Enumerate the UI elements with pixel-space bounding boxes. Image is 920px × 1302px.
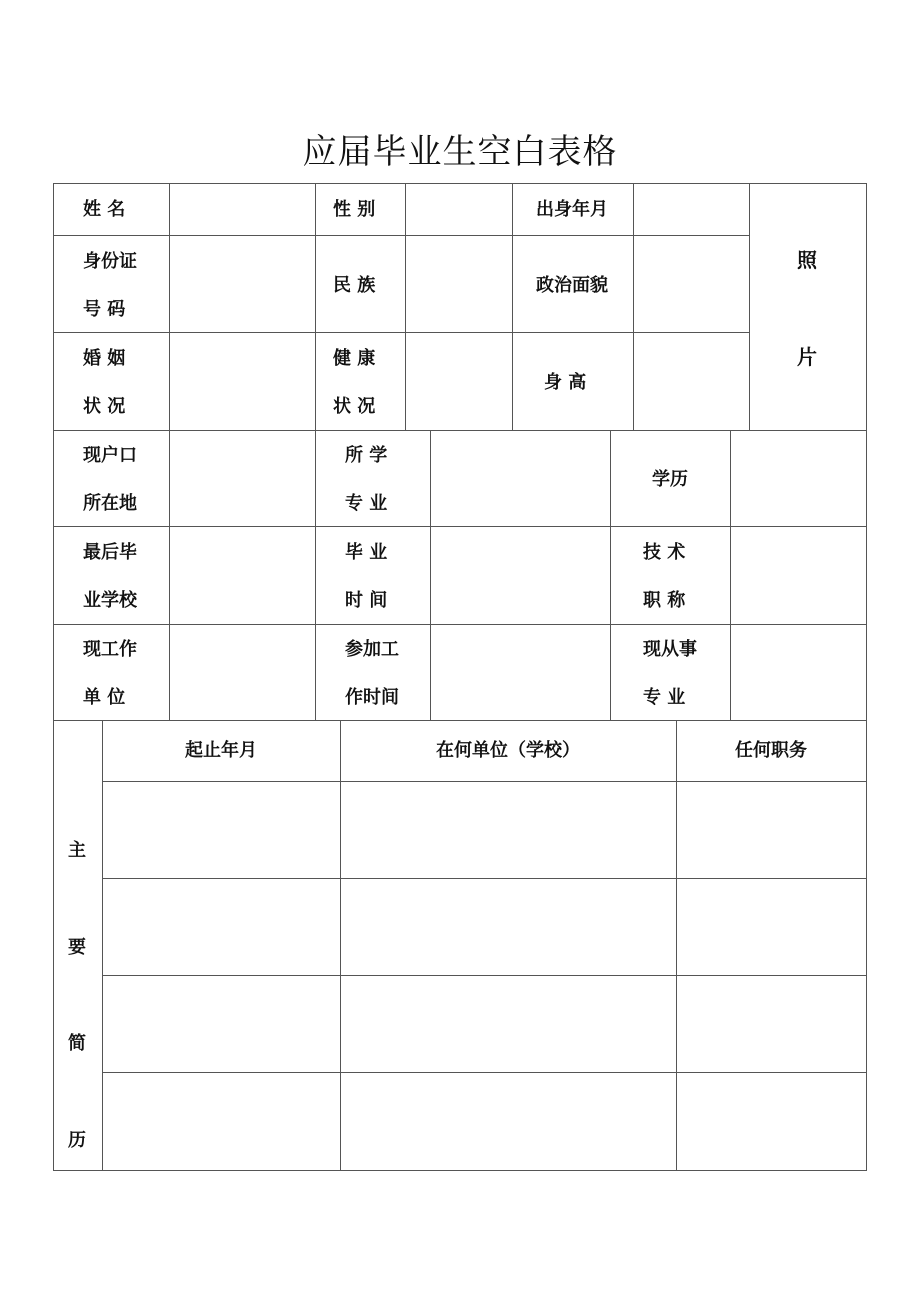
resume-cell[interactable] xyxy=(678,1074,864,1168)
label-major-2: 专 业 xyxy=(345,493,388,514)
label-currentfield-2: 专 业 xyxy=(643,687,686,708)
table-border-right xyxy=(866,183,867,1171)
row-divider xyxy=(102,781,867,782)
col-divider xyxy=(340,720,341,1171)
label-major-1: 所 学 xyxy=(345,445,388,466)
label-id-2: 号 码 xyxy=(83,299,126,320)
label-name: 姓 名 xyxy=(83,199,126,220)
resume-cell[interactable] xyxy=(678,880,864,974)
resume-cell[interactable] xyxy=(104,880,338,974)
label-birth: 出身年月 xyxy=(536,199,608,220)
label-health-2: 状 况 xyxy=(333,396,376,417)
resume-header-organization: 在何单位（学校） xyxy=(436,740,580,761)
resume-side-char: 要 xyxy=(68,937,86,958)
col-divider xyxy=(405,183,406,430)
col-divider xyxy=(730,430,731,720)
row-divider xyxy=(53,624,867,625)
resume-header-period: 起止年月 xyxy=(185,740,257,761)
col-divider xyxy=(169,183,170,721)
label-techtitle-1: 技 术 xyxy=(643,542,686,563)
resume-cell[interactable] xyxy=(104,977,338,1071)
col-divider xyxy=(315,183,316,721)
label-workstart-2: 作时间 xyxy=(345,687,399,708)
row-divider xyxy=(53,430,867,431)
resume-cell[interactable] xyxy=(104,783,338,877)
label-gradtime-2: 时 间 xyxy=(345,590,388,611)
label-political: 政治面貌 xyxy=(536,275,608,296)
resume-side-char: 主 xyxy=(68,840,86,861)
label-hukou-1: 现户口 xyxy=(83,445,137,466)
row-divider xyxy=(102,878,867,879)
col-divider xyxy=(676,720,677,1171)
label-height: 身 高 xyxy=(544,372,587,393)
row-divider xyxy=(102,1072,867,1073)
resume-cell[interactable] xyxy=(678,783,864,877)
label-workstart-1: 参加工 xyxy=(345,639,399,660)
label-techtitle-2: 职 称 xyxy=(643,590,686,611)
label-employer-2: 单 位 xyxy=(83,687,126,708)
row-divider xyxy=(53,720,867,721)
col-divider xyxy=(512,183,513,430)
row-divider xyxy=(102,975,867,976)
resume-cell[interactable] xyxy=(678,977,864,1071)
col-divider xyxy=(610,430,611,720)
col-divider xyxy=(102,720,103,1171)
resume-header-position: 任何职务 xyxy=(735,740,807,761)
table-border-bottom xyxy=(53,1170,867,1171)
label-gradtime-1: 毕 业 xyxy=(345,542,388,563)
resume-cell[interactable] xyxy=(104,1074,338,1168)
photo-label-1: 照 xyxy=(797,248,817,272)
resume-cell[interactable] xyxy=(342,783,674,877)
label-gender: 性 别 xyxy=(333,199,376,220)
row-divider xyxy=(53,332,750,333)
label-hukou-2: 所在地 xyxy=(83,493,137,514)
label-school-1: 最后毕 xyxy=(83,542,137,563)
resume-cell[interactable] xyxy=(342,1074,674,1168)
resume-cell[interactable] xyxy=(342,977,674,1071)
row-divider xyxy=(53,235,750,236)
resume-cell[interactable] xyxy=(342,880,674,974)
label-employer-1: 现工作 xyxy=(83,639,137,660)
label-health-1: 健 康 xyxy=(333,348,376,369)
label-ethnicity: 民 族 xyxy=(333,275,376,296)
page-title: 应届毕业生空白表格 xyxy=(302,132,618,172)
resume-side-char: 历 xyxy=(68,1130,86,1151)
row-divider xyxy=(53,526,867,527)
resume-side-char: 简 xyxy=(68,1033,86,1054)
label-currentfield-1: 现从事 xyxy=(643,639,697,660)
col-divider xyxy=(430,430,431,720)
label-marital-1: 婚 姻 xyxy=(83,348,126,369)
label-school-2: 业学校 xyxy=(83,590,137,611)
table-border-top xyxy=(53,183,867,184)
col-divider xyxy=(633,183,634,430)
label-education: 学历 xyxy=(652,469,688,490)
col-divider xyxy=(749,183,750,430)
label-marital-2: 状 况 xyxy=(83,396,126,417)
photo-label-2: 片 xyxy=(797,345,817,369)
label-id-1: 身份证 xyxy=(83,251,137,272)
